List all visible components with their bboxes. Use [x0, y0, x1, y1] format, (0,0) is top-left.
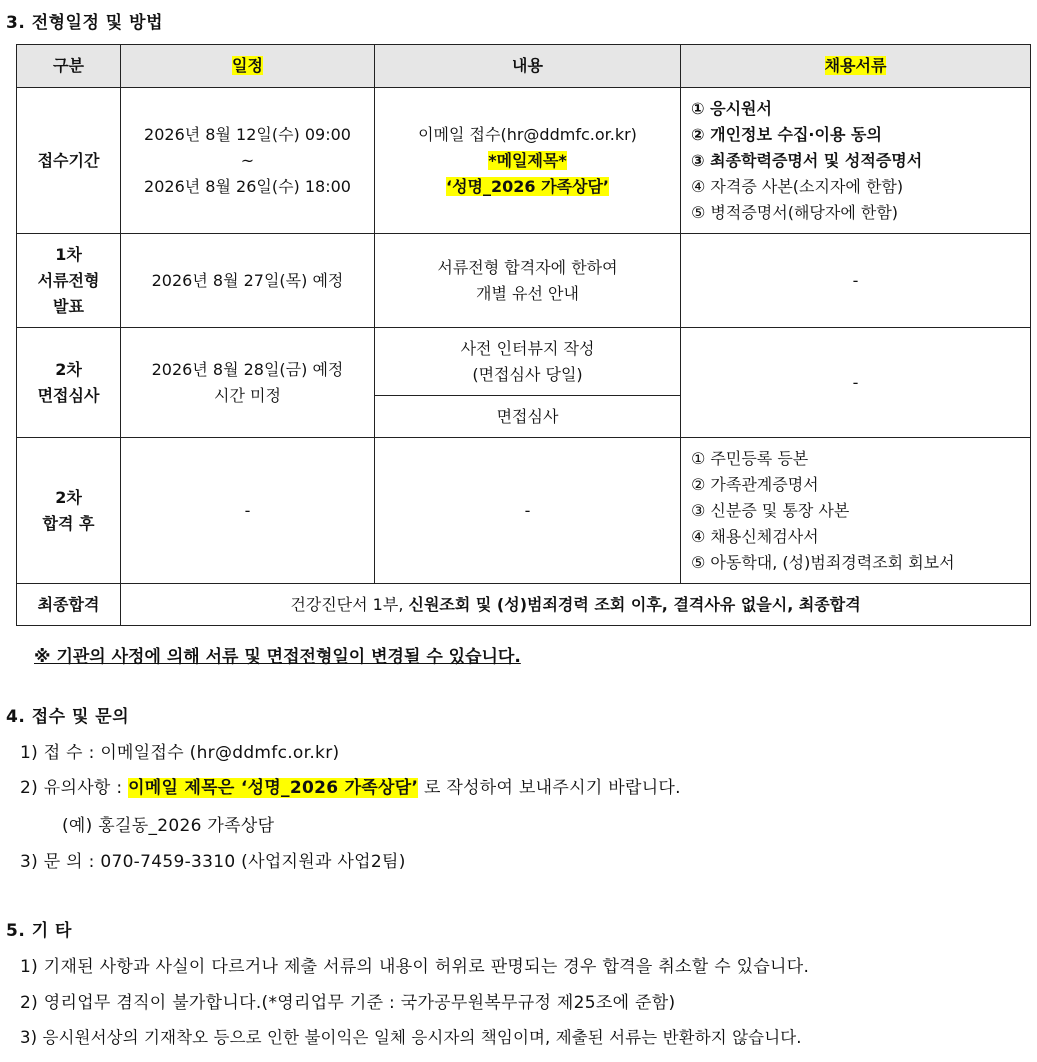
row-label: 최종합격 [17, 584, 121, 626]
row-schedule: 2026년 8월 27일(목) 예정 [121, 234, 375, 328]
row-content: 이메일 접수(hr@ddmfc.or.kr) *메일제목* ‘성명_2026 가족상담’ [375, 88, 681, 234]
table-row-final [17, 584, 1031, 626]
mail-subject-format: ‘성명_2026 가족상담’ [446, 176, 609, 196]
table-row-after-pass [17, 438, 1031, 584]
row-documents: ① 응시원서 ② 개인정보 수집·이용 동의 ③ 최종학력증명서 및 성적증명서 ④ 자격증 사본(소지자에 한함) ⑤ 병적증명서(해당자에 한함) [681, 88, 1031, 234]
contact-item-inquiry: 3) 문 의 : 070-7459-3310 (사업지원과 사업2팀) [20, 852, 406, 872]
section-5-title: 5. 기 타 [6, 921, 72, 941]
row-content-pre-interview: 사전 인터뷰지 작성 (면접심사 당일) [375, 328, 681, 396]
contact-item-application: 1) 접 수 : 이메일접수 (hr@ddmfc.or.kr) [20, 743, 340, 763]
row-schedule: 2026년 8월 12일(수) 09:00 ~ 2026년 8월 26일(수) 18:00 [121, 88, 375, 234]
contact-item-example: (예) 홍길동_2026 가족상담 [62, 816, 275, 836]
mail-subject-label: *메일제목* [488, 150, 567, 170]
schedule-change-note: ※ 기관의 사정에 의해 서류 및 면접전형일이 변경될 수 있습니다. [34, 647, 521, 667]
row-content-interview: 면접심사 [375, 396, 681, 438]
misc-item: 2) 영리업무 겸직이 불가합니다.(*영리업무 기준 : 국가공무원복무규정 제25조에 준함) [20, 993, 676, 1013]
misc-item: 3) 응시원서상의 기재착오 등으로 인한 불이익은 일체 응시자의 책임이며, 제출된 서류는 반환하지 않습니다. [20, 1028, 802, 1047]
row-documents: - [681, 234, 1031, 328]
header-documents: 채용서류 [681, 45, 1031, 88]
table-header-row [17, 45, 1031, 88]
header-category: 구분 [17, 45, 121, 88]
row-documents: ① 주민등록 등본 ② 가족관계증명서 ③ 신분증 및 통장 사본 ④ 채용신체검사서 ⑤ 아동학대, (성)범죄경력조회 회보서 [681, 438, 1031, 584]
row-label: 2차 면접심사 [17, 328, 121, 438]
misc-item: 1) 기재된 사항과 사실이 다르거나 제출 서류의 내용이 허위로 판명되는 경우 합격을 취소할 수 있습니다. [20, 957, 810, 977]
table-row-interview [17, 328, 1031, 396]
row-label: 접수기간 [17, 88, 121, 234]
schedule-table [16, 44, 1031, 626]
contact-item-notice: 2) 유의사항 : 이메일 제목은 ‘성명_2026 가족상담’ 로 작성하여 보내주시기 바랍니다. [20, 778, 681, 798]
row-content: - [375, 438, 681, 584]
row-schedule: - [121, 438, 375, 584]
row-documents: - [681, 328, 1031, 438]
table-row-first-screening [17, 234, 1031, 328]
section-3-title: 3. 전형일정 및 방법 [6, 13, 163, 33]
notice-highlight: 이메일 제목은 ‘성명_2026 가족상담’ [128, 778, 419, 798]
row-final-content: 건강진단서 1부, 신원조회 및 (성)범죄경력 조회 이후, 결격사유 없을시, 최종합격 [121, 584, 1031, 626]
table-row-application [17, 88, 1031, 234]
header-content: 내용 [375, 45, 681, 88]
row-schedule: 2026년 8월 28일(금) 예정 시간 미정 [121, 328, 375, 438]
row-content: 서류전형 합격자에 한하여 개별 유선 안내 [375, 234, 681, 328]
row-label: 2차 합격 후 [17, 438, 121, 584]
section-4-title: 4. 접수 및 문의 [6, 707, 130, 727]
row-label: 1차 서류전형 발표 [17, 234, 121, 328]
header-schedule: 일정 [121, 45, 375, 88]
